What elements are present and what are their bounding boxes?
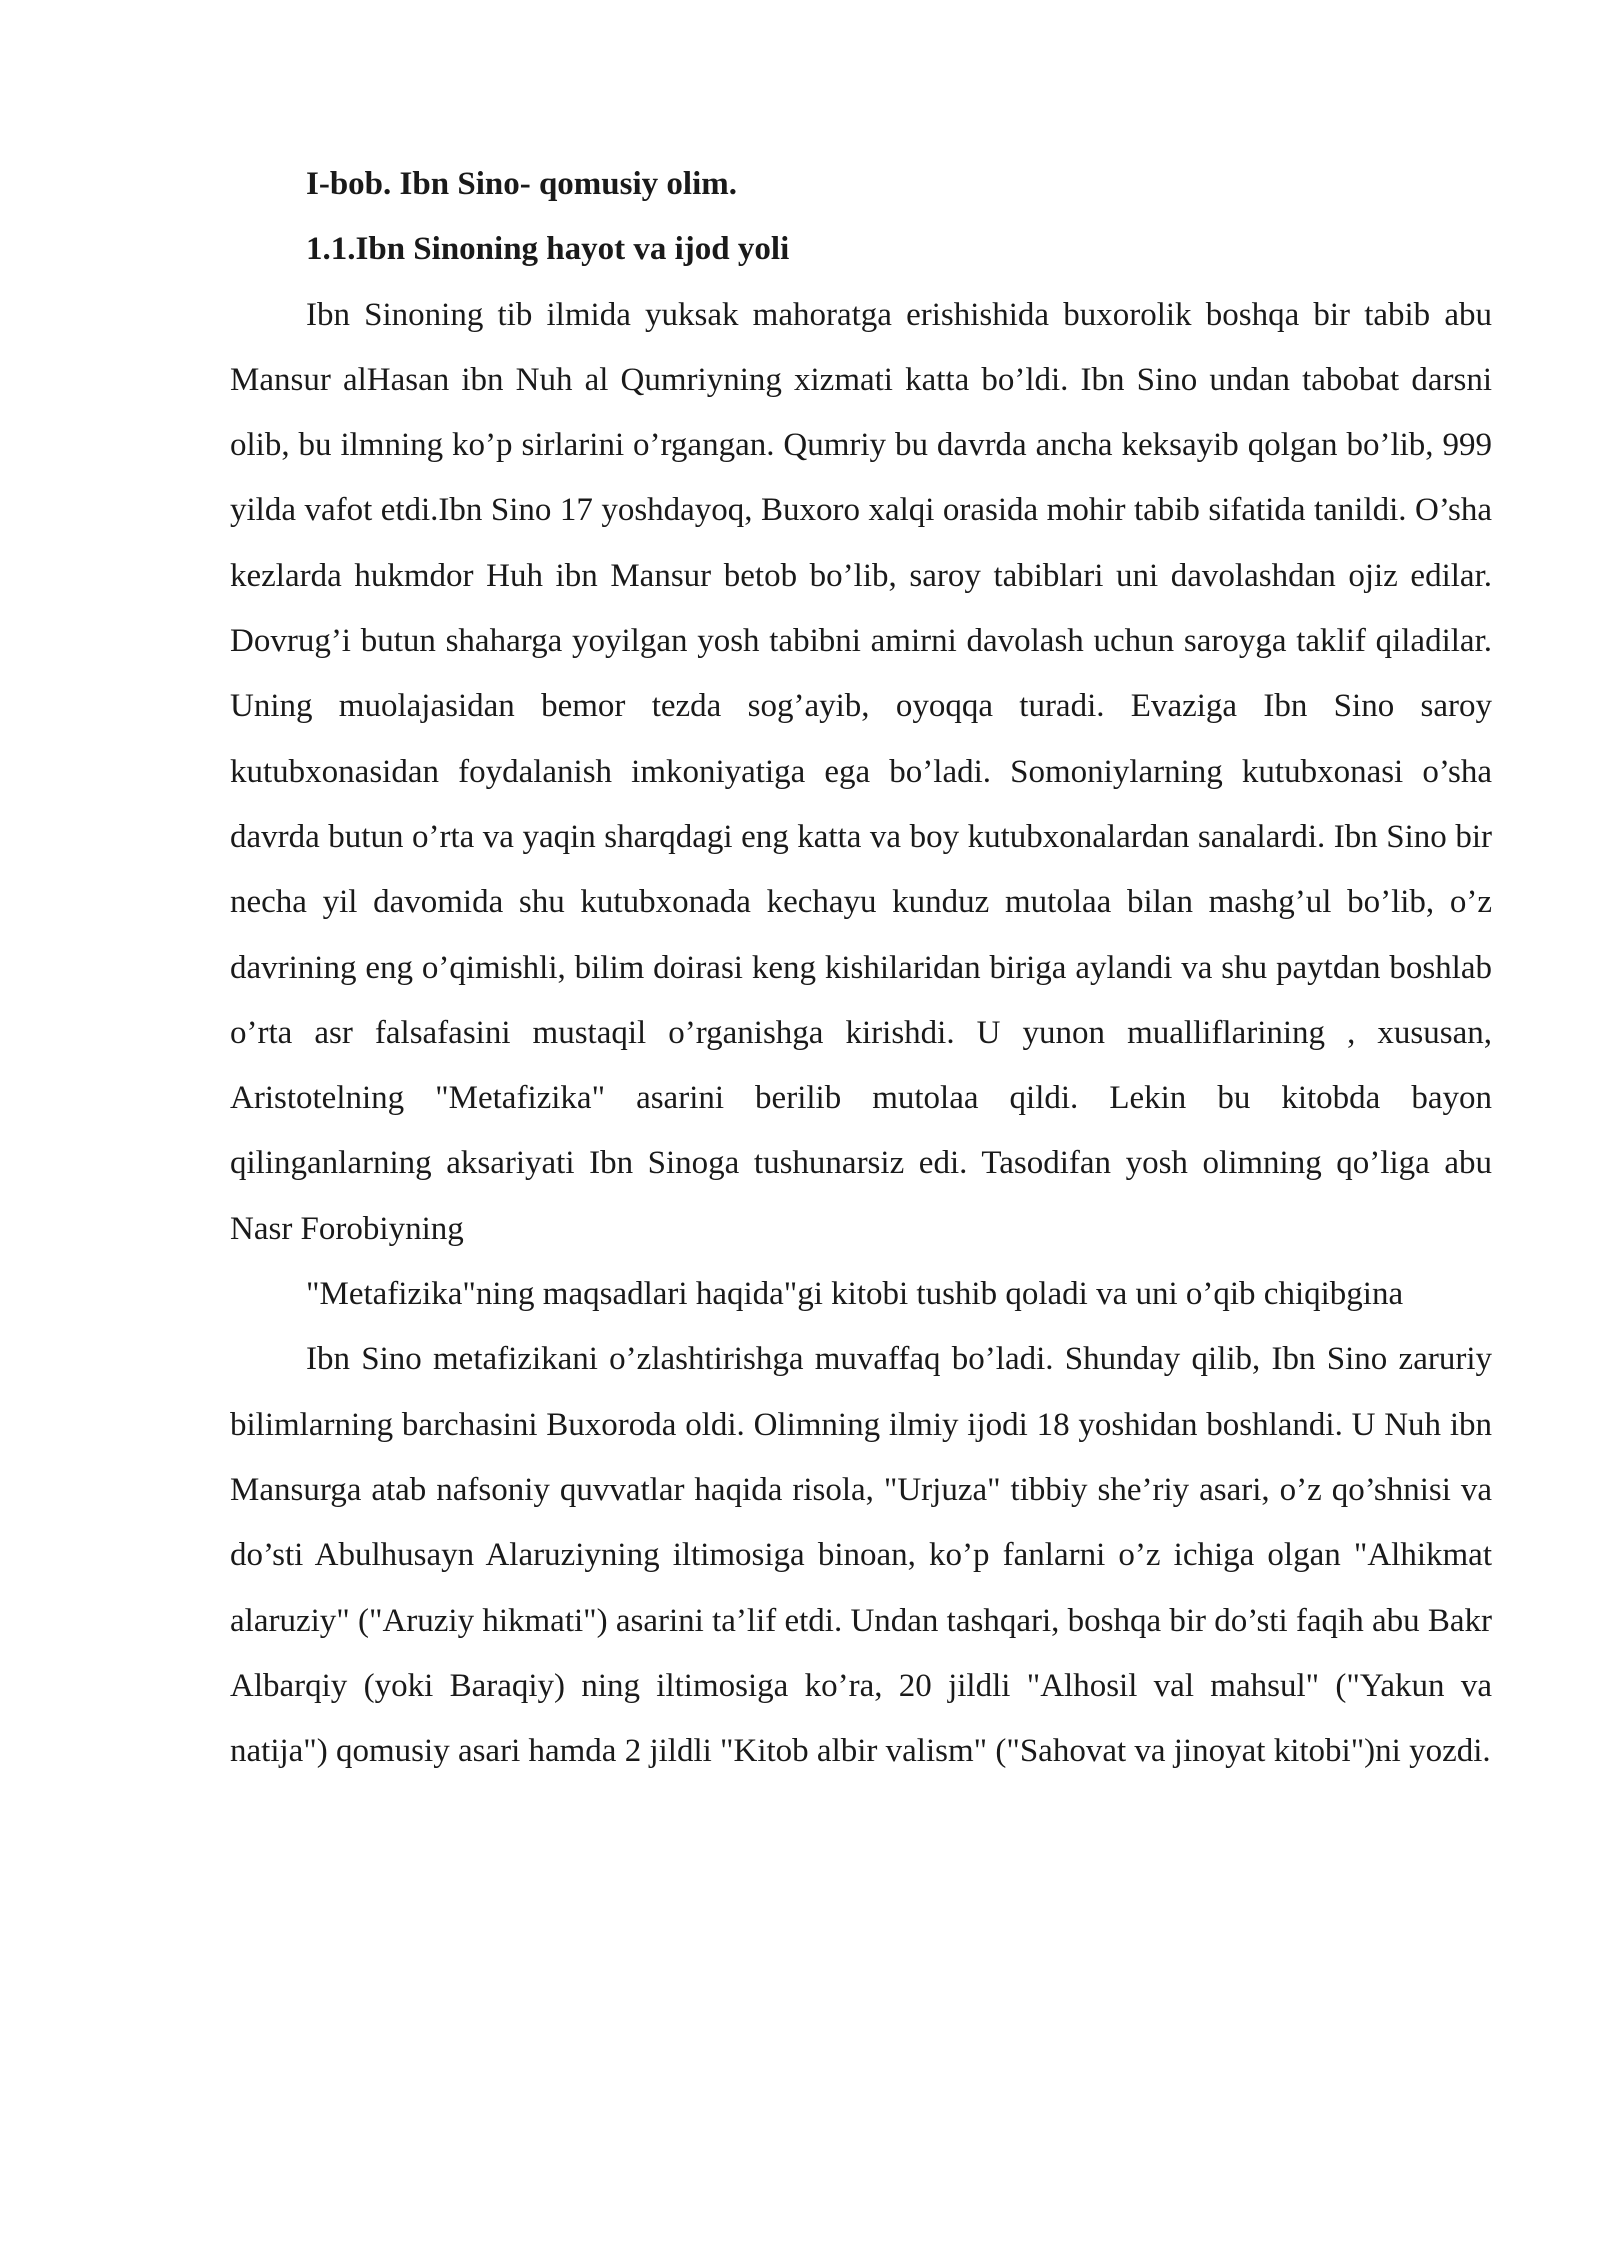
- body-paragraph: Ibn Sinoning tib ilmida yuksak mahoratga erishishida buxorolik boshqa bir tabib abu Mansur alHasan ibn Nuh al Qumriyning xizmati katta bo’ldi. Ibn Sino undan tabobat darsni olib, bu ilmning ko’p sirlarini o’rgangan. Qumriy bu davrda ancha keksayib qolgan bo’lib, 999 yilda vafot etdi.Ibn Sino 17 yoshdayoq, Buxoro xalqi orasida mohir tabib sifatida tanildi. O’sha kezlarda hukmdor Huh ibn Mansur betob bo’lib, saroy tabiblari uni davolashdan ojiz edilar. Dovrug’i butun shaharga yoyilgan yosh tabibni amirni davolash uchun saroyga taklif qiladilar. Uning muolajasidan bemor tezda sog’ayib, oyoqqa turadi. Evaziga Ibn Sino saroy kutubxonasidan foydalanish imkoniyatiga ega bo’ladi. Somoniylarning kutubxonasi o’sha davrda butun o’rta va yaqin sharqdagi eng katta va boy kutubxonalardan sanalardi. Ibn Sino bir necha yil davomida shu kutubxonada kechayu kunduz mutolaa bilan mashg’ul bo’lib, o’z davrining eng o’qimishli, bilim doirasi keng kishilaridan biriga aylandi va shu paytdan boshlab o’rta asr falsafasini mustaqil o’rganishga kirishdi. U yunon mualliflarining , xususan, Aristotelning "Metafizika" asarini berilib mutolaa qildi. Lekin bu kitobda bayon qilinganlarning aksariyati Ibn Sinoga tushunarsiz edi. Tasodifan yosh olimning qo’liga abu Nasr Forobiyning: [230, 296, 1492, 1247]
- body-paragraph: "Metafizika"ning maqsadlari haqida"gi kitobi tushib qoladi va uni o’qib chiqibgina: [306, 1276, 1404, 1313]
- section-heading: 1.1.Ibn Sinoning hayot va ijod yoli: [306, 231, 790, 268]
- document-page: [230, 152, 1492, 1784]
- chapter-heading: I-bob. Ibn Sino- qomusiy olim.: [306, 166, 737, 202]
- body-paragraph: Ibn Sino metafizikani o’zlashtirishga muvaffaq bo’ladi. Shunday qilib, Ibn Sino zaruriy bilimlarning barchasini Buxoroda oldi. Olimning ilmiy ijodi 18 yoshidan boshlandi. U Nuh ibn Mansurga atab nafsoniy quvvatlar haqida risola, "Urjuza" tibbiy she’riy asari, o’z qo’shnisi va do’sti Abulhusayn Alaruziyning iltimosiga binoan, ko’p fanlarni o’z ichiga olgan "Alhikmat alaruziy" ("Aruziy hikmati") asarini ta’lif etdi. Undan tashqari, boshqa bir do’sti faqih abu Bakr Albarqiy (yoki Baraqiy) ning iltimosiga ko’ra, 20 jildli "Alhosil val mahsul" ("Yakun va natija") qomusiy asari hamda 2 jildli "Kitob albir valism" ("Sahovat va jinoyat kitobi")ni yozdi.: [230, 1341, 1492, 1770]
